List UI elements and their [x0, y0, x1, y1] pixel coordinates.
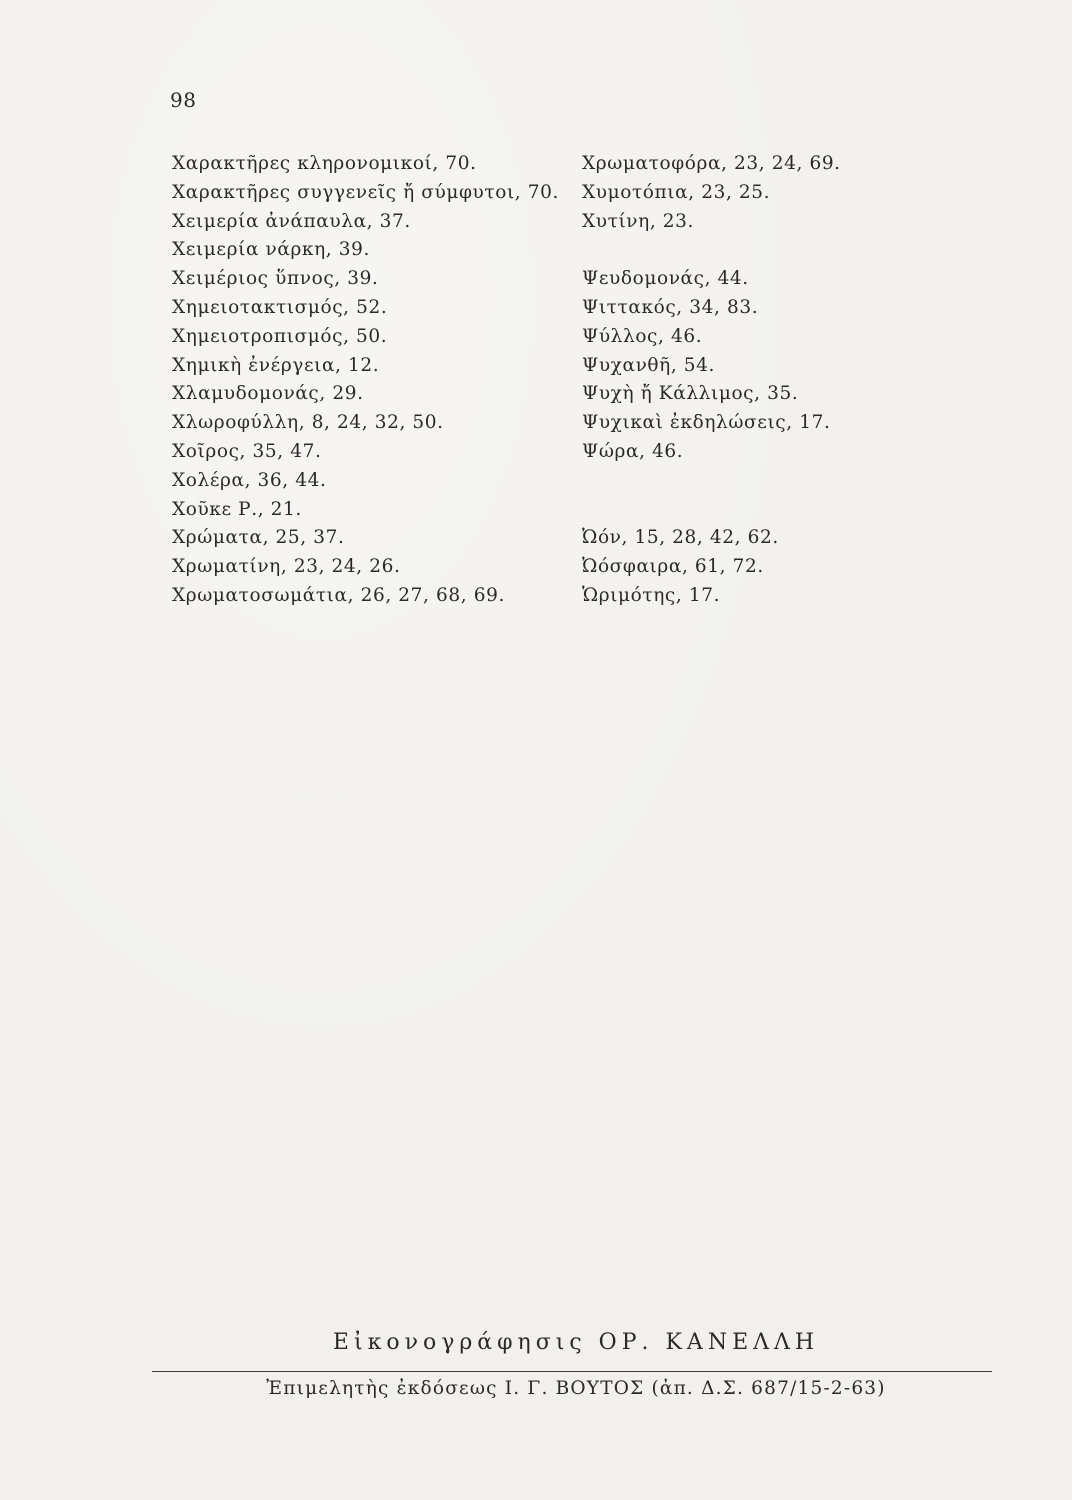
- index-entry: Χυμοτόπια, 23, 25.: [582, 181, 771, 203]
- index-entry: Ψυχικαὶ ἐκδηλώσεις, 17.: [582, 412, 831, 434]
- index-entry: Ψυχανθῆ, 54.: [582, 354, 716, 376]
- index-entry: Χημικὴ ἐνέργεια, 12.: [172, 354, 380, 376]
- illustration-credit: Εἰκονογράφησις ΟΡ. ΚΑΝΕΛΛΗ: [332, 1330, 820, 1355]
- index-entry: Ψύλλος, 46.: [582, 325, 703, 347]
- index-entry: Ψυχὴ ἤ Κάλλιμος, 35.: [582, 383, 799, 405]
- group-spacer: [582, 236, 841, 265]
- group-spacer: [582, 496, 841, 525]
- index-entry: Χλαμυδομονάς, 29.: [172, 383, 364, 405]
- index-entry: Χρωματοσωμάτια, 26, 27, 68, 69.: [172, 584, 505, 606]
- index-column-right: [582, 150, 841, 611]
- index-entry: Χαρακτῆρες κληρονομικοί, 70.: [172, 153, 477, 174]
- index-entry: Χλωροφύλλη, 8, 24, 32, 50.: [172, 412, 444, 434]
- index-entry: Χοῦκε Ρ., 21.: [172, 498, 302, 520]
- index-entry: Χρώματα, 25, 37.: [172, 527, 345, 549]
- index-entry: Χειμέριος ὕπνος, 39.: [172, 268, 379, 290]
- index-entry: Χρωματοφόρα, 23, 24, 69.: [582, 153, 841, 174]
- index-entry: Χοῖρος, 35, 47.: [172, 440, 322, 462]
- index-entry: Ψευδομονάς, 44.: [582, 268, 749, 290]
- index-entry: Χολέρα, 36, 44.: [172, 469, 327, 491]
- footer-divider: [152, 1371, 992, 1372]
- index-entry: Χημειοτακτισμός, 52.: [172, 296, 388, 318]
- index-entry: Χαρακτῆρες συγγενεῖς ἤ σύμφυτοι, 70.: [172, 181, 559, 203]
- page-number: 98: [170, 88, 197, 112]
- index-entry: Ψώρα, 46.: [582, 440, 684, 462]
- index-entry: Χημειοτροπισμός, 50.: [172, 325, 388, 347]
- index-entry: Ὠόσφαιρα, 61, 72.: [582, 556, 764, 578]
- editor-credit: Ἐπιμελητὴς ἐκδόσεως Ι. Γ. ΒΟΥΤΟΣ (ἀπ. Δ.Σ. 687/15-2-63): [266, 1378, 886, 1399]
- group-spacer: [582, 467, 841, 496]
- index-entry: Χρωματίνη, 23, 24, 26.: [172, 556, 401, 578]
- index-entry: Χειμερία νάρκη, 39.: [172, 239, 370, 261]
- index-entry: Ψιττακός, 34, 83.: [582, 296, 759, 318]
- index-entry: Ὠόν, 15, 28, 42, 62.: [582, 527, 779, 549]
- index-entry: Χειμερία ἀνάπαυλα, 37.: [172, 210, 411, 232]
- index-entry: Χυτίνη, 23.: [582, 210, 695, 232]
- index-column-left: [172, 150, 559, 611]
- index-entry: Ὡριμότης, 17.: [582, 584, 721, 606]
